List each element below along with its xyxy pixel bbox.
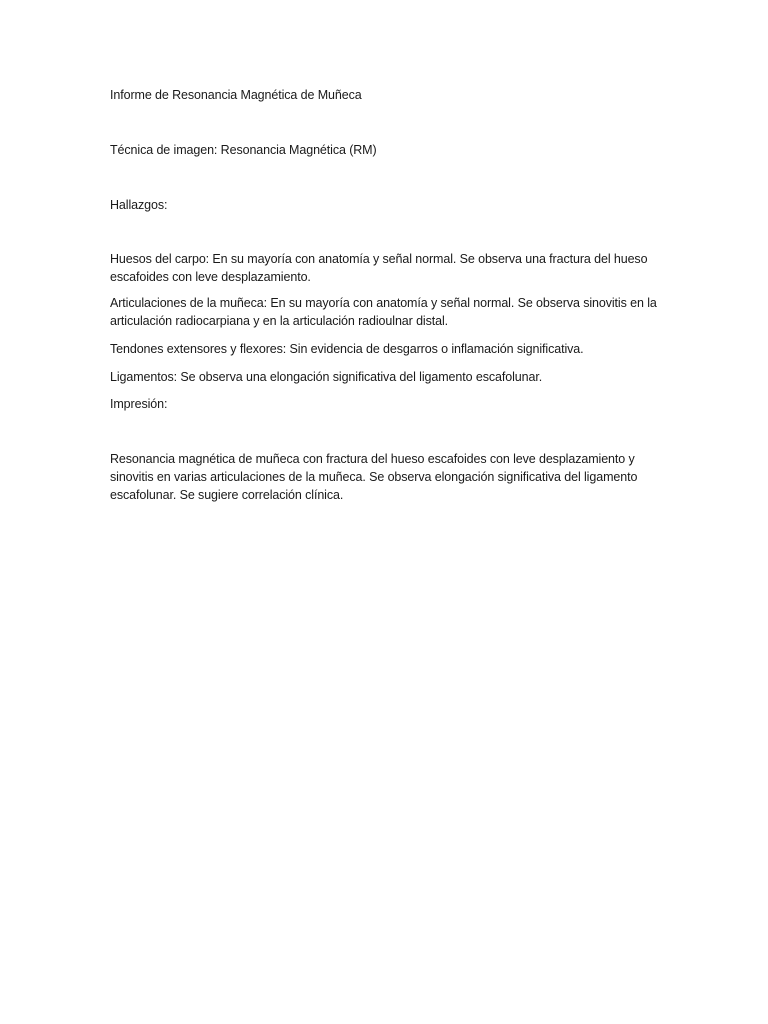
finding-wrist-joints: Articulaciones de la muñeca: En su mayoría con anatomía y señal normal. Se observa sinovitis en la articulación radiocarpiana y en la articulación radioulnar distal. bbox=[110, 296, 657, 328]
finding-ligaments: Ligamentos: Se observa una elongación significativa del ligamento escafolunar. bbox=[110, 370, 543, 384]
finding-tendons: Tendones extensores y flexores: Sin evidencia de desgarros o inflamación significativa. bbox=[110, 342, 584, 356]
finding-carpal-bones: Huesos del carpo: En su mayoría con anatomía y señal normal. Se observa una fractura del hueso escafoides con leve desplazamiento. bbox=[110, 252, 648, 284]
imaging-technique: Técnica de imagen: Resonancia Magnética (RM) bbox=[110, 143, 377, 157]
report-title: Informe de Resonancia Magnética de Muñeca bbox=[110, 88, 362, 102]
impression-heading: Impresión: bbox=[110, 397, 168, 411]
impression-text: Resonancia magnética de muñeca con fractura del hueso escafoides con leve desplazamiento y sinovitis en varias articulaciones de la muñeca. Se observa elongación significativa del ligamento escafolunar. Se sugiere correlación clínica. bbox=[110, 452, 638, 502]
findings-heading: Hallazgos: bbox=[110, 198, 168, 212]
